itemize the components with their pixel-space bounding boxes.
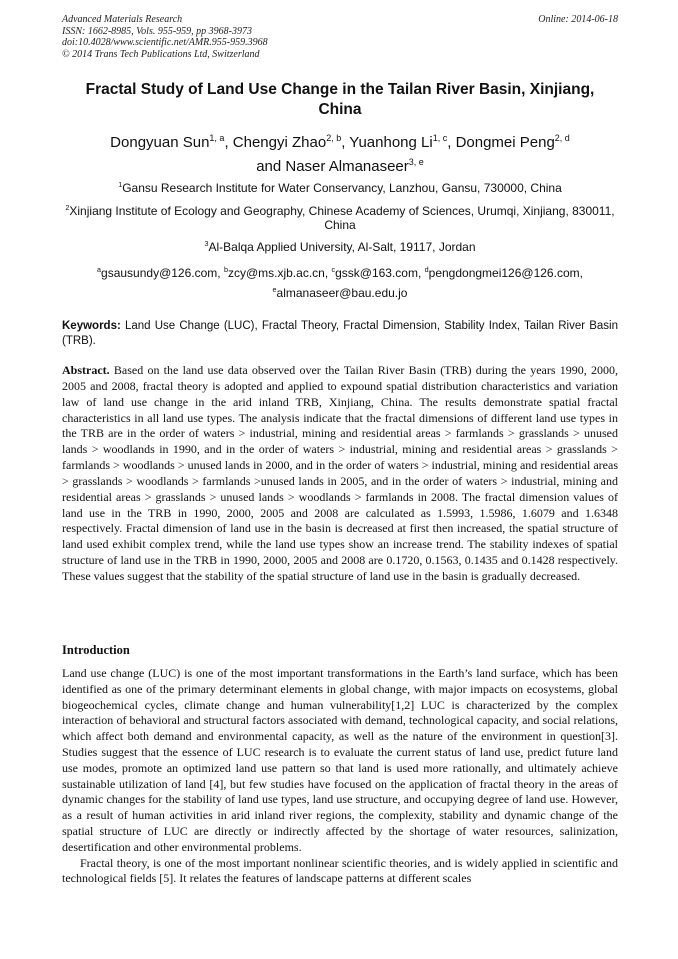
abstract xyxy=(62,363,618,585)
paragraph: Land use change (LUC) is one of the most important transformations in the Earth’s land surface, which has been identified as one of the primary determinant elements in global change, with major impacts on ecosystems, global biogeochemical cycles, climate change and human vulnerability[1,2] LUC is characterized by the complex interaction of behavioral and structural factors associated with demand, technological capacity, and social relations, which affect both demand and environmental capacity, as well as the nature of the environment in question[3]. Studies suggest that the essence of LUC research is to evaluate the current status of land use, predict future land use modes, promote an optimized land use pattern so that land is used more rationally, and ultimately achieve sustainable utilization of land [4], but few studies have focused on the application of fractal theory in the areas of dynamic changes for the stability of land use types, land use structure, and occupying degree of land use. However, as a result of human activities in arid inland river regions, the complexity, stability and dynamic change of the spatial structure of LUC are directly or indirectly affected by the shortage of water resources, salinization, desertification and other environmental problems. xyxy=(62,666,618,854)
journal-copyright: © 2014 Trans Tech Publications Ltd, Switzerland xyxy=(62,48,260,60)
journal-header xyxy=(62,14,618,60)
email-list xyxy=(62,263,618,303)
keywords-text: Land Use Change (LUC), Fractal Theory, Fractal Dimension, Stability Index, Tailan River Basin (TRB). xyxy=(62,320,619,347)
keywords xyxy=(62,319,618,348)
journal-doi[interactable]: doi:10.4028/www.scientific.net/AMR.955-959.3968 xyxy=(62,37,268,48)
abstract-label: Abstract. xyxy=(62,363,110,377)
paper-title: Fractal Study of Land Use Change in the Tailan River Basin, Xinjiang, China xyxy=(85,81,595,118)
author: and Naser Almanaseer$^{3, e}$ xyxy=(256,157,424,175)
section-body xyxy=(62,666,618,887)
author: Chengyi Zhao$^{2, b}$, xyxy=(232,133,350,151)
author: Dongmei Peng$^{2, d}$ xyxy=(455,133,570,151)
paragraph: Fractal theory, is one of the most important nonlinear scientific theories, and is widely applied in scientific and technological fields [5]. It relates the features of landscape patterns at different scales xyxy=(62,855,618,886)
section-heading: Introduction xyxy=(62,643,130,657)
keywords-label: Keywords: xyxy=(62,320,121,332)
author: Yuanhong Li$^{1, c}$, xyxy=(349,133,456,151)
journal-name: Advanced Materials Research xyxy=(62,14,183,25)
email[interactable]: $^b$zcy@ms.xjb.ac.cn, xyxy=(223,265,332,280)
author-list xyxy=(62,131,618,179)
email[interactable]: $^d$pengdongmei126@126.com, xyxy=(424,265,583,280)
online-date: Online: 2014-06-18 xyxy=(538,14,618,25)
abstract-text: Based on the land use data observed over the Tailan River Basin (TRB) during the years 1990, 2000, 2005 and 2008, fractal theory is adopted and applied to expound spatial distribution characteristics and variation law of land use change in the arid inland TRB, Xinjiang, China. The results demonstrate spatial fractal characteristics in all land use types. The analysis indicate that the fractal dimensions of different land use types in the TRB are in the order of waters > industrial, mining and residential areas > farmlands > grasslands > unused lands > woodlands in 1990, and in the order of waters > industrial, mining and residential areas > grasslands > farmlands > woodlands > unused lands in 2000, and in the order of waters > industrial, mining and residential areas > grasslands > woodlands > farmlands >unused lands in 2005, and in the order of waters > industrial, mining and residential areas > grasslands > unused lands > woodlands > farmlands in 2008. The fractal dimension values of land use in the TRB in 1990, 2000, 2005 and 2008 are calculated as 1.5993, 1.5986, 1.6079 and 1.6348 respectively. Fractal dimension of land use in the basin is decreased at first then increased, the spatial structure of land used exhibit complex trend, while the land use types show an increase trend. The stability indexes of spatial structure of land use in the TRB in 1990, 2000, 2005 and 2008 are 0.1720, 0.1563, 0.1435 and 0.1428 respectively. These values suggest that the stability of the spatial structure of land use in the basin is gradually decreased. xyxy=(62,363,618,583)
affiliation-3: $^3$Al-Balqa Applied University, Al-Salt, 19117, Jordan xyxy=(204,239,476,254)
affiliation-2: $^2$Xinjiang Institute of Ecology and Geography, Chinese Academy of Sciences, Urumqi, Xinjiang, 830011, China xyxy=(65,203,615,232)
email[interactable]: $^e$almanaseer@bau.edu.jo xyxy=(272,285,408,300)
journal-issn: ISSN: 1662-8985, Vols. 955-959, pp 3968-3973 xyxy=(62,25,252,37)
affiliation-1: $^1$Gansu Research Institute for Water Conservancy, Lanzhou, Gansu, 730000, China xyxy=(118,180,562,195)
email[interactable]: $^c$gssk@163.com, xyxy=(331,265,425,280)
email[interactable]: $^a$gsausundy@126.com, xyxy=(97,265,224,280)
author: Dongyuan Sun$^{1, a}$, xyxy=(110,133,233,151)
